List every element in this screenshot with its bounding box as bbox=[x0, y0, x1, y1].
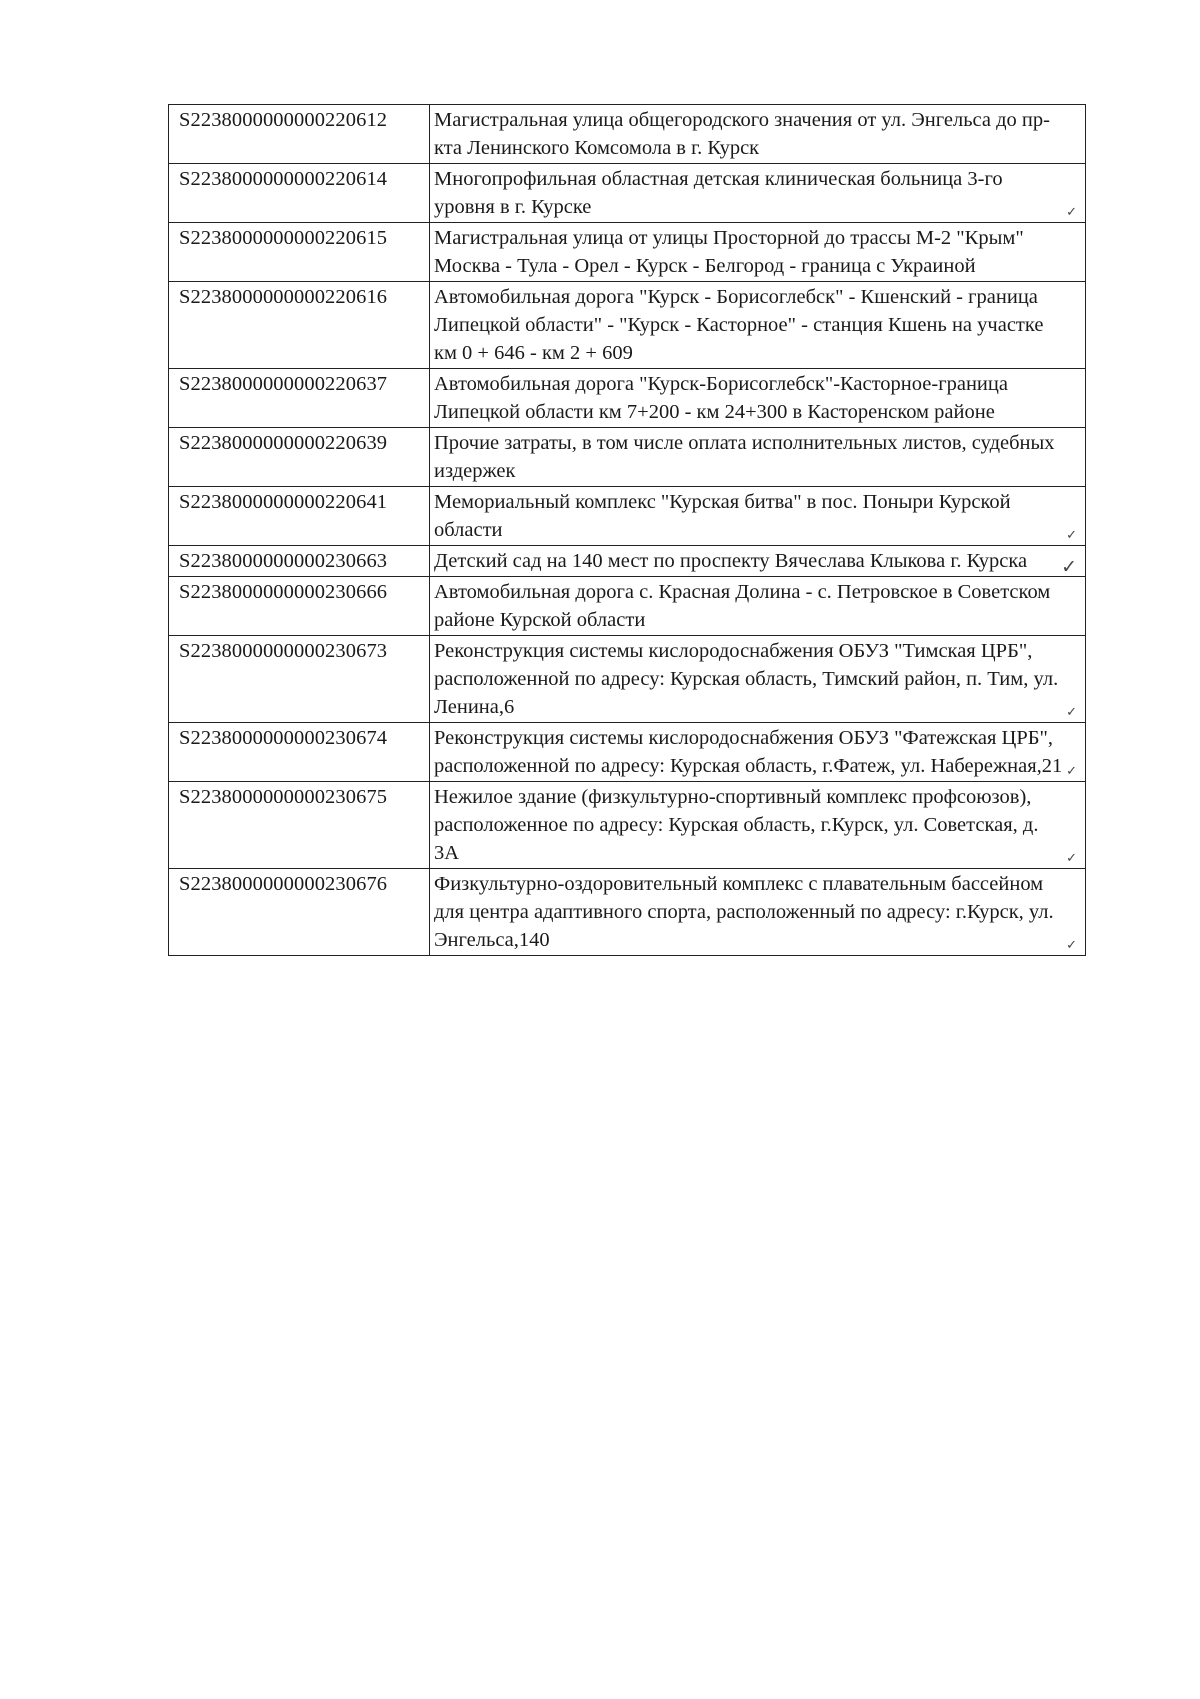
object-code-cell: S2238000000000230673 bbox=[169, 636, 430, 723]
object-code-cell: S2238000000000220614 bbox=[169, 164, 430, 223]
table-row bbox=[169, 282, 1086, 369]
object-code-cell: S2238000000000220641 bbox=[169, 487, 430, 546]
object-name-text: Реконструкция системы кислородоснабжения ОБУЗ "Фатежская ЦРБ", расположенной по адресу: Курская область, г.Фатеж, ул. Набережная,21 bbox=[434, 727, 1063, 777]
objects-table-body bbox=[169, 105, 1086, 956]
object-code-cell: S2238000000000220637 bbox=[169, 369, 430, 428]
object-name-cell bbox=[430, 546, 1086, 577]
object-name-cell bbox=[430, 636, 1086, 723]
object-name-cell bbox=[430, 164, 1086, 223]
table-row bbox=[169, 723, 1086, 782]
object-name-text: Нежилое здание (физкультурно-спортивный комплекс профсоюзов), расположенное по адресу: Курская область, г.Курск, ул. Советская, д. 3А bbox=[434, 786, 1039, 864]
table-row bbox=[169, 223, 1086, 282]
objects-table bbox=[168, 104, 1086, 956]
object-code-cell: S2238000000000220616 bbox=[169, 282, 430, 369]
handwritten-check-mark: ✓ bbox=[1066, 705, 1077, 720]
object-name-text: Реконструкция системы кислородоснабжения ОБУЗ "Тимская ЦРБ", расположенной по адресу: Курская область, Тимский район, п. Тим, ул. Ленина,6 bbox=[434, 640, 1059, 718]
object-name-cell bbox=[430, 723, 1086, 782]
object-name-text: Магистральная улица общегородского значения от ул. Энгельса до пр-кта Ленинского Комсомола в г. Курск bbox=[434, 109, 1050, 159]
object-name-text: Детский сад на 140 мест по проспекту Вячеслава Клыкова г. Курска bbox=[434, 550, 1028, 572]
table-row bbox=[169, 164, 1086, 223]
object-code-cell: S2238000000000230676 bbox=[169, 869, 430, 956]
handwritten-check-mark: ✓ bbox=[1066, 851, 1077, 866]
table-row bbox=[169, 428, 1086, 487]
object-name-text: Автомобильная дорога с. Красная Долина - с. Петровское в Советском районе Курской области bbox=[434, 581, 1051, 631]
object-name-text: Магистральная улица от улицы Просторной до трассы М-2 "Крым" Москва - Тула - Орел - Курск - Белгород - граница с Украиной bbox=[434, 227, 1024, 277]
object-code-cell: S2238000000000230663 bbox=[169, 546, 430, 577]
object-name-text: Автомобильная дорога "Курск - Борисоглебск" - Кшенский - граница Липецкой области" - "Курск - Касторное" - станция Кшень на участке км 0 + 646 - км 2 + 609 bbox=[434, 286, 1044, 364]
object-name-cell bbox=[430, 282, 1086, 369]
object-name-cell bbox=[430, 487, 1086, 546]
object-name-cell bbox=[430, 577, 1086, 636]
table-row bbox=[169, 869, 1086, 956]
object-name-text: Мемориальный комплекс "Курская битва" в пос. Поныри Курской области bbox=[434, 491, 1011, 541]
handwritten-check-mark: ✓ bbox=[1066, 764, 1077, 779]
table-row bbox=[169, 636, 1086, 723]
object-name-text: Автомобильная дорога "Курск-Борисоглебск"-Касторное-граница Липецкой области км 7+200 - км 24+300 в Касторенском районе bbox=[434, 373, 1008, 423]
object-name-text: Прочие затраты, в том числе оплата исполнительных листов, судебных издержек bbox=[434, 432, 1055, 482]
table-row bbox=[169, 577, 1086, 636]
object-code-cell: S2238000000000230675 bbox=[169, 782, 430, 869]
object-name-cell bbox=[430, 869, 1086, 956]
table-row bbox=[169, 487, 1086, 546]
object-code-cell: S2238000000000220639 bbox=[169, 428, 430, 487]
object-code-cell: S2238000000000220612 bbox=[169, 105, 430, 164]
handwritten-check-mark: ✓ bbox=[1066, 938, 1077, 953]
object-name-cell bbox=[430, 223, 1086, 282]
table-row bbox=[169, 369, 1086, 428]
table-row bbox=[169, 105, 1086, 164]
object-name-cell bbox=[430, 105, 1086, 164]
table-row bbox=[169, 782, 1086, 869]
object-name-text: Физкультурно-оздоровительный комплекс с плавательным бассейном для центра адаптивного спорта, расположенный по адресу: г.Курск, ул. Энгельса,140 bbox=[434, 873, 1054, 951]
handwritten-check-mark: ✓ bbox=[1061, 556, 1077, 578]
object-code-cell: S2238000000000220615 bbox=[169, 223, 430, 282]
handwritten-check-mark: ✓ bbox=[1066, 528, 1077, 543]
object-code-cell: S2238000000000230674 bbox=[169, 723, 430, 782]
object-name-cell bbox=[430, 782, 1086, 869]
object-name-text: Многопрофильная областная детская клиническая больница 3-го уровня в г. Курске bbox=[434, 168, 1003, 218]
object-code-cell: S2238000000000230666 bbox=[169, 577, 430, 636]
table-row bbox=[169, 546, 1086, 577]
object-name-cell bbox=[430, 369, 1086, 428]
handwritten-check-mark: ✓ bbox=[1066, 205, 1077, 220]
object-name-cell bbox=[430, 428, 1086, 487]
